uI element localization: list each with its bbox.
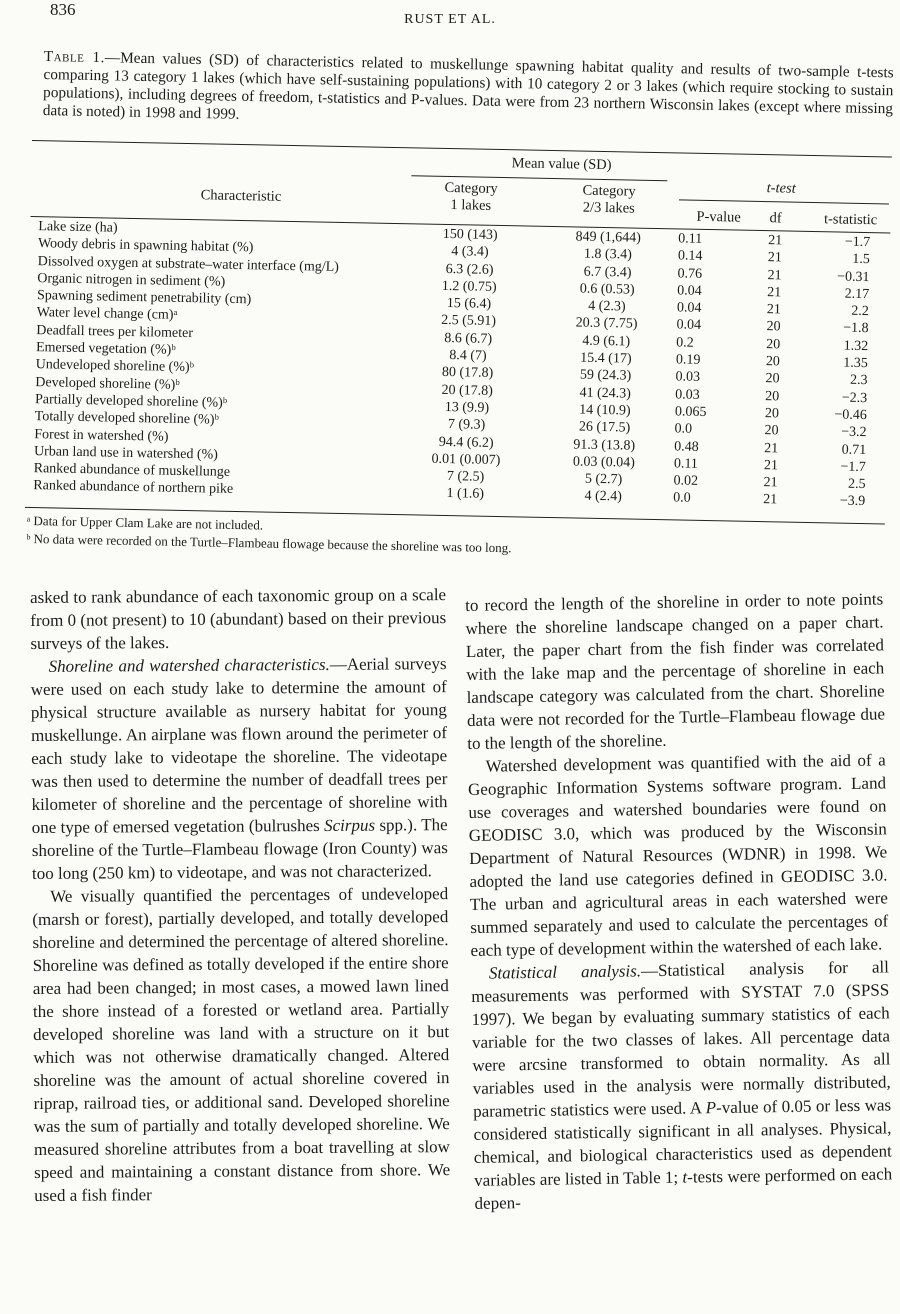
cell-df: 21 [763,492,778,508]
cell-category-2-3: 41 (24.3) [579,385,632,402]
cell-df: 20 [766,336,781,353]
cell-category-1: 6.3 (2.6) [445,261,494,278]
cell-characteristic: Totally developed shoreline (%)ᵇ [34,409,219,428]
paragraph: to record the length of the shoreline in order to note points where the shoreline landscape changed on a paper chart. Later, the paper chart from the fish finder was correlated with the lake map and the percentage of shoreline in each landscape category was calculated from the chart. Shoreline data were not recorded for the Turtle–Flambeau flowage due to the length of the shoreline. [465,589,886,753]
cell-characteristic: Ranked abundance of muskellunge [33,461,231,481]
cell-category-2-3: 6.7 (3.4) [583,264,632,281]
section-heading-statistics: Statistical analysis. [488,961,642,983]
cell-df: 20 [765,371,780,387]
header-df: df [769,210,782,227]
page-number: 836 [50,0,76,19]
cell-characteristic: Organic nitrogen in sediment (%) [37,271,226,290]
cell-tstat: 1.35 [843,355,869,372]
cell-pvalue: 0.04 [677,283,702,299]
section-heading-shoreline: Shoreline and watershed characteristics. [48,654,330,676]
cell-category-2-3: 5 (2.7) [584,471,623,488]
cell-tstat: 2.5 [847,476,866,493]
cell-category-1: 1 (1.6) [446,486,485,503]
cell-category-2-3: 15.4 (17) [580,350,632,367]
cell-tstat: 0.71 [841,442,867,458]
cell-pvalue: 0.2 [676,335,694,351]
cell-pvalue: 0.03 [675,369,701,386]
cell-category-2-3: 4 (2.3) [588,298,626,315]
cell-pvalue: 0.03 [675,387,700,403]
cell-category-1: 20 (17.8) [441,382,494,399]
cell-pvalue: 0.11 [673,456,699,472]
cell-characteristic: Lake size (ha) [38,219,118,236]
paragraph-shoreline: Shoreline and watershed characteristics.—Aerial surveys were used on each study lake to determine the amount of physical structure available as nursery habitat for young muskellunge. An airplane was flown around the perimeter of each study lake to videotape the shoreline. The videotape was then used to determine the number of deadfall trees per kilometer of shoreline and the percentage of shoreline with one type of emersed vegetation (bulrushes Scirpus spp.). The shoreline of the Turtle–Flambeau flowage (Iron County) was too long (250 km) to videotape, and was not characterized. [30,654,448,883]
cell-pvalue: 0.19 [675,352,701,368]
cell-pvalue: 0.14 [677,248,703,265]
cell-pvalue: 0.065 [674,404,707,420]
cell-tstat: −3.2 [840,424,867,441]
cell-category-1: 94.4 (6.2) [438,434,494,451]
cell-tstat: 1.32 [843,338,869,354]
cell-characteristic: Spawning sediment penetrability (cm) [36,288,252,308]
cell-characteristic: Woody debris in spawning habitat (%) [37,236,254,256]
cell-category-2-3: 0.03 (0.04) [572,454,635,471]
cell-pvalue: 0.02 [673,473,699,490]
cell-df: 21 [768,233,783,249]
cell-category-2-3: 20.3 (7.75) [575,315,638,333]
cell-characteristic: Urban land use in watershed (%) [33,443,219,463]
cell-df: 21 [766,302,782,318]
cell-category-2-3: 849 (1,644) [575,229,642,246]
cell-pvalue: 0.0 [674,421,693,437]
cell-category-2-3: 4 (2.4) [584,489,623,505]
cell-df: 20 [766,319,781,335]
cell-characteristic: Deadfall trees per kilometer [36,322,194,341]
cell-category-2-3: 14 (10.9) [579,402,631,419]
cell-characteristic: Developed shoreline (%)ᵇ [35,374,180,393]
cell-df: 21 [767,285,782,301]
cell-category-2-3: 26 (17.5) [578,419,631,436]
cell-tstat: 2.2 [851,303,870,320]
cell-df: 21 [763,475,778,491]
table-caption-text: —Mean values (SD) of characteristics related to muskellunge spawning habitat quality and results of two-sample t-tests comparing 13 category 1 lakes (which have self-sustaining populations) with 10 category 2 or 3 lakes (which require stocking to sustain populations), including degrees of freedom, t-statistics and P-values. Data were from 23 northern Wisconsin lakes (except where missing data is noted) in 1998 and 1999. [42,49,894,123]
cell-characteristic: Undeveloped shoreline (%)ᵇ [35,357,195,376]
cell-df: 21 [763,457,779,474]
cell-tstat: −1.7 [840,459,867,475]
table-1 [24,140,892,576]
cell-category-1: 13 (9.9) [444,399,490,416]
paragraph: We visually quantified the percentages of undeveloped (marsh or forest), partially developed, and totally developed shoreline and determined the percentage of altered shoreline. Shoreline was defined as totally developed if the entire shore area had been changed; in most cases, a mowed lawn lined the shore instead of a forested or wetland area. Partially developed shoreline was land with a structure on it but which was not otherwise dramatically changed. Altered shoreline was the amount of actual shoreline covered in riprap, railroad ties, or additional sand. Developed shoreline was the sum of partially and totally developed shoreline. We measured shoreline attributes from a boat travelling at slow speed and maintaining a constant distance from shore. We used a fish finder [32,884,451,1205]
cell-pvalue: 0.0 [673,490,691,507]
cell-characteristic: Forest in watershed (%) [34,426,169,445]
cell-category-2-3: 0.6 (0.53) [579,281,635,298]
running-head: RUST ET AL. [404,12,496,27]
cell-category-2-3: 1.8 (3.4) [583,246,632,263]
cell-category-1: 0.01 (0.007) [431,451,501,468]
cell-characteristic: Ranked abundance of northern pike [33,478,234,498]
paragraph-statistics: Statistical analysis.—Statistical analysis for all measurements was performed with SYSTAT 7.0 (SPSS 1997). We began by evaluating summary statistics of each variable for the two classes of lakes. All percentage data were arcsine transformed to obtain normality. As all variables used in the analysis were normally distributed, parametric statistics were used. A P-value of 0.05 or less was considered statistically significant in all analyses. Physical, chemical, and biological characteristics used as dependent variables are listed in Table 1; t-tests were performed on each depen- [471,957,893,1213]
cell-category-1: 4 (3.4) [451,244,489,261]
cell-category-1: 15 (6.4) [446,296,492,313]
cell-tstat: 2.17 [844,286,870,302]
cell-df: 21 [767,267,782,284]
footnote-b: ᵇ No data were recorded on the Turtle–Flambeau flowage because the shoreline was too long. [26,530,512,556]
cell-df: 21 [764,440,779,456]
cell-category-1: 80 (17.8) [441,365,494,382]
table-caption [43,48,894,136]
cell-category-1: 8.6 (6.7) [444,330,493,347]
cell-characteristic: Emersed vegetation (%)ᵇ [35,340,176,358]
cell-tstat: −0.46 [834,407,868,424]
cell-pvalue: 0.04 [676,317,702,334]
header-ttest: t-test [766,180,796,197]
body-column-left [30,583,450,1207]
cell-category-1: 1.2 (0.75) [441,278,497,295]
cell-df: 20 [765,354,781,370]
cell-df: 21 [767,250,783,266]
cell-category-2-3: 4.9 (6.1) [582,333,631,350]
cell-category-2-3: 91.3 (13.8) [573,437,636,454]
cell-pvalue: 0.48 [674,438,699,455]
cell-category-1: 2.5 (5.91) [441,313,497,330]
cell-tstat: 2.3 [849,373,868,389]
cell-category-1: 7 (2.5) [446,469,485,485]
table-body [25,219,890,512]
header-ttest-rule [679,199,889,204]
cell-tstat: −1.8 [842,321,869,337]
cell-tstat: −2.3 [841,390,868,406]
cell-pvalue: 0.04 [676,300,702,317]
cell-category-1: 8.4 (7) [449,348,487,364]
cell-pvalue: 0.76 [677,266,703,282]
header-category-1: Category 1 lakes [444,179,498,214]
paragraph: asked to rank abundance of each taxonomic group on a scale from 0 (not present) to 10 (abundant) based on their previous surveys of the lakes. [30,585,447,653]
header-tstat: t-statistic [823,211,878,229]
cell-tstat: −1.7 [844,234,871,251]
cell-df: 20 [765,388,780,405]
table-label: Table 1. [43,48,106,67]
cell-characteristic: Dissolved oxygen at substrate–water interface (mg/L) [37,253,340,275]
header-characteristic: Characteristic [200,187,282,205]
cell-characteristic: Water level change (cm)ᵃ [36,305,178,324]
cell-df: 20 [764,423,779,439]
table-footnotes [26,512,512,557]
paragraph-watershed: Watershed development was quantified with the aid of a Geographic Information Systems software program. Land use coverages and watershed boundaries were found on GEODISC 3.0, which was produced by the Wisconsin Department of Natural Resources (WDNR) in 1998. We adopted the land use categories defined in GEODISC 3.0. The urban and agricultural areas in each watershed were summed separately and used to calculate the percentages of each type of development within the watershed of each lake. [467,750,889,960]
cell-category-2-3: 59 (24.3) [579,367,632,384]
cell-tstat: −0.31 [836,269,870,285]
cell-category-1: 7 (9.3) [447,417,486,434]
cell-tstat: −3.9 [839,494,866,510]
cell-characteristic: Partially developed shoreline (%)ᵇ [34,392,228,411]
cell-tstat: 1.5 [852,252,870,268]
header-category-2-3: Category 2/3 lakes [582,182,636,217]
cell-category-1: 150 (143) [442,226,498,243]
header-mean-value: Mean value (SD) [511,155,612,174]
header-pvalue: P-value [696,208,741,226]
footnote-a: ᵃ Data for Upper Clam Lake are not included. [26,512,264,533]
body-column-right [465,587,893,1214]
cell-pvalue: 0.11 [678,231,703,247]
cell-df: 20 [764,406,780,422]
